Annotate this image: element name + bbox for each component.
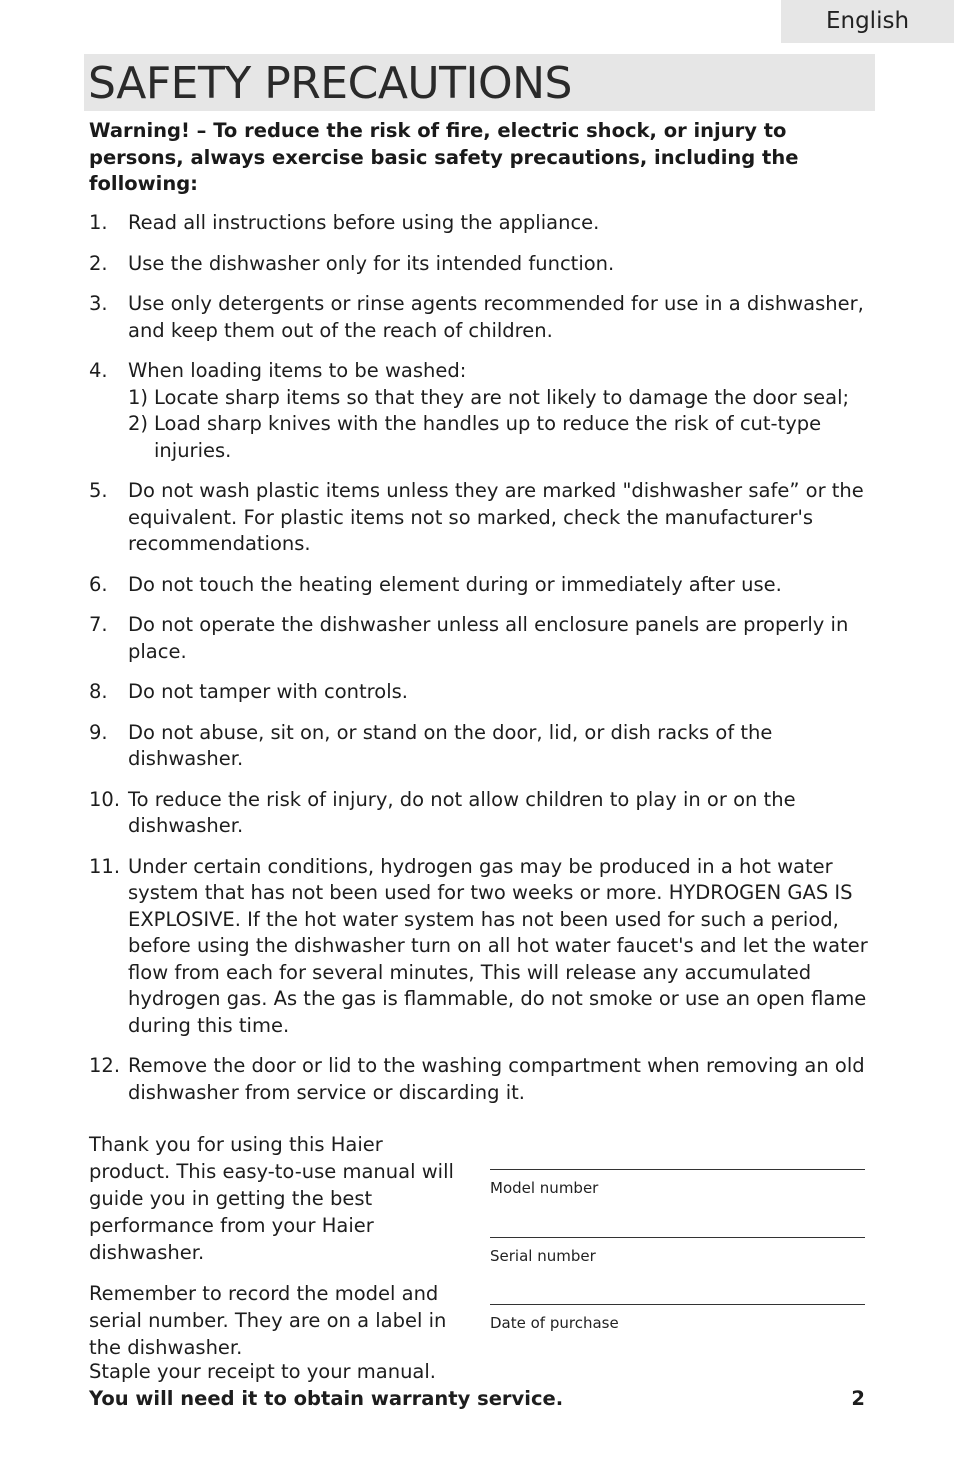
item-text: Do not abuse, sit on, or stand on the door, lid, or dish racks of the dishwasher. bbox=[128, 720, 773, 770]
item-number: 7. bbox=[89, 613, 108, 636]
item-text: Do not touch the heating element during or immediately after use. bbox=[128, 572, 782, 596]
sub-item bbox=[128, 385, 869, 412]
list-item bbox=[89, 572, 869, 599]
list-item bbox=[89, 854, 869, 1040]
list-item bbox=[89, 251, 869, 278]
item-text: Under certain conditions, hydrogen gas may be produced in a hot water system that has not been used for two weeks or more. HYDROGEN GAS IS EXPLOSIVE. If the hot water system has not been used for such a period, before using the dishwasher turn on all hot water faucet's and let the water flow from each for several minutes, This will release any accumulated hydrogen gas. As the gas is flammable, do not smoke or use an open flame during this time. bbox=[128, 854, 868, 1037]
field-label: Model number bbox=[490, 1179, 599, 1197]
list-item bbox=[89, 210, 869, 237]
list-item bbox=[89, 1053, 869, 1106]
item-number: 3. bbox=[89, 292, 108, 315]
item-number: 9. bbox=[89, 720, 108, 744]
list-item bbox=[89, 612, 869, 665]
item-text: Remove the door or lid to the washing compartment when removing an old dishwasher from service or discarding it. bbox=[128, 1054, 865, 1104]
item-text: Read all instructions before using the appliance. bbox=[128, 211, 600, 234]
warning-text: Warning! – To reduce the risk of fire, electric shock, or injury to persons, always exercise basic safety precautions, including the following: bbox=[89, 119, 799, 195]
write-in-line bbox=[490, 1237, 865, 1238]
item-number: 10. bbox=[89, 787, 121, 811]
safety-rules-list bbox=[89, 210, 869, 1120]
date-of-purchase-field bbox=[490, 1304, 865, 1332]
list-item bbox=[89, 478, 869, 558]
sub-item-text: Locate sharp items so that they are not likely to damage the door seal; bbox=[154, 385, 850, 409]
item-number: 1. bbox=[89, 211, 108, 234]
list-item bbox=[89, 291, 869, 344]
page-number: 2 bbox=[851, 1387, 865, 1410]
item-text: When loading items to be washed: bbox=[128, 359, 467, 382]
thanks-paragraph: Thank you for using this Haier product. This easy-to-use manual will guide you in getting the best performance from your Haier dishwasher. bbox=[89, 1133, 454, 1264]
item-text: Use the dishwasher only for its intended function. bbox=[128, 251, 615, 275]
warranty-note: You will need it to obtain warranty service. bbox=[89, 1387, 564, 1410]
intro-text bbox=[89, 1131, 469, 1375]
item-number: 2. bbox=[89, 251, 108, 275]
item-text: To reduce the risk of injury, do not allow children to play in or on the dishwasher. bbox=[128, 787, 796, 837]
sub-item bbox=[128, 411, 869, 464]
staple-note: Staple your receipt to your manual. bbox=[89, 1360, 437, 1383]
page-title: SAFETY PRECAUTIONS bbox=[88, 58, 572, 109]
item-number: 4. bbox=[89, 359, 108, 382]
language-tab: English bbox=[781, 0, 954, 43]
item-text: Do not operate the dishwasher unless all enclosure panels are properly in place. bbox=[128, 613, 849, 663]
sub-item-text: Load sharp knives with the handles up to reduce the risk of cut-type injuries. bbox=[154, 412, 822, 462]
sub-item-number: 1) bbox=[128, 385, 149, 409]
list-item bbox=[89, 679, 869, 706]
item-number: 5. bbox=[89, 479, 108, 502]
write-in-line bbox=[490, 1169, 865, 1170]
list-item bbox=[89, 787, 869, 840]
item-number: 11. bbox=[89, 854, 121, 878]
item-number: 12. bbox=[89, 1054, 121, 1077]
item-text: Use only detergents or rinse agents recommended for use in a dishwasher, and keep them out of the reach of children. bbox=[128, 292, 864, 342]
item-number: 6. bbox=[89, 572, 108, 596]
field-label: Serial number bbox=[490, 1247, 596, 1265]
item-number: 8. bbox=[89, 680, 108, 703]
item-text: Do not tamper with controls. bbox=[128, 680, 408, 703]
sub-item-number: 2) bbox=[128, 412, 149, 435]
item-text: Do not wash plastic items unless they are marked "dishwasher safe” or the equivalent. For plastic items not so marked, check the manufacturer's recommendations. bbox=[128, 479, 864, 555]
write-in-line bbox=[490, 1304, 865, 1305]
model-number-field bbox=[490, 1169, 865, 1197]
list-item bbox=[89, 720, 869, 773]
field-label: Date of purchase bbox=[490, 1314, 619, 1332]
serial-number-field bbox=[490, 1237, 865, 1265]
record-reminder-paragraph: Remember to record the model and serial number. They are on a label in the dishwasher. bbox=[89, 1282, 447, 1359]
list-item bbox=[89, 358, 869, 464]
